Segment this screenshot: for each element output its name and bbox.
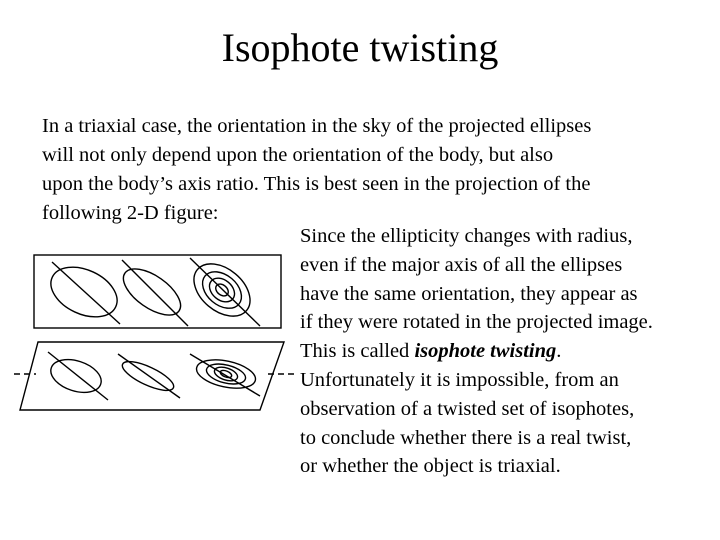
bottom-ellipse-nested [194,355,258,393]
slide-title: Isophote twisting [221,25,499,70]
explanation-line: even if the major axis of all the ellipses [300,253,623,276]
intro-line: In a triaxial case, the orientation in the sky of the projected ellipses [42,115,592,137]
bottom-panel-frame [20,342,284,410]
term-prefix: This is called [300,340,415,363]
term-isophote-twisting: isophote twisting [414,340,557,363]
explanation-line: observation of a twisted set of isophotes, [300,397,635,420]
top-axis-3 [190,258,260,326]
projection-figure [14,242,296,420]
intro-line: following 2-D figure: [42,202,219,224]
top-panel-frame [34,255,281,328]
intro-line: will not only depend upon the orientation of the body, but also [42,144,554,166]
explanation-line: if they were rotated in the projected image. [300,311,653,334]
bottom-axis-1 [48,352,108,400]
explanation-line: have the same orientation, they appear as [300,282,638,305]
intro-line: upon the body’s axis ratio. This is best seen in the projection of the [42,173,591,195]
explanation-line: or whether the object is triaxial. [300,455,561,478]
explanation-line: to conclude whether there is a real twist, [300,426,632,449]
explanation-paragraph [300,222,720,481]
top-axis-1 [52,262,120,324]
intro-paragraph [42,112,692,228]
explanation-line-term [300,337,720,366]
term-suffix: . [556,340,562,363]
explanation-line: Since the ellipticity changes with radius, [300,225,633,247]
top-axis-2 [122,260,188,326]
top-panel [34,253,281,328]
explanation-line: Unfortunately it is impossible, from an [300,368,619,391]
bottom-axis-2 [118,354,180,398]
bottom-panel [14,342,296,410]
